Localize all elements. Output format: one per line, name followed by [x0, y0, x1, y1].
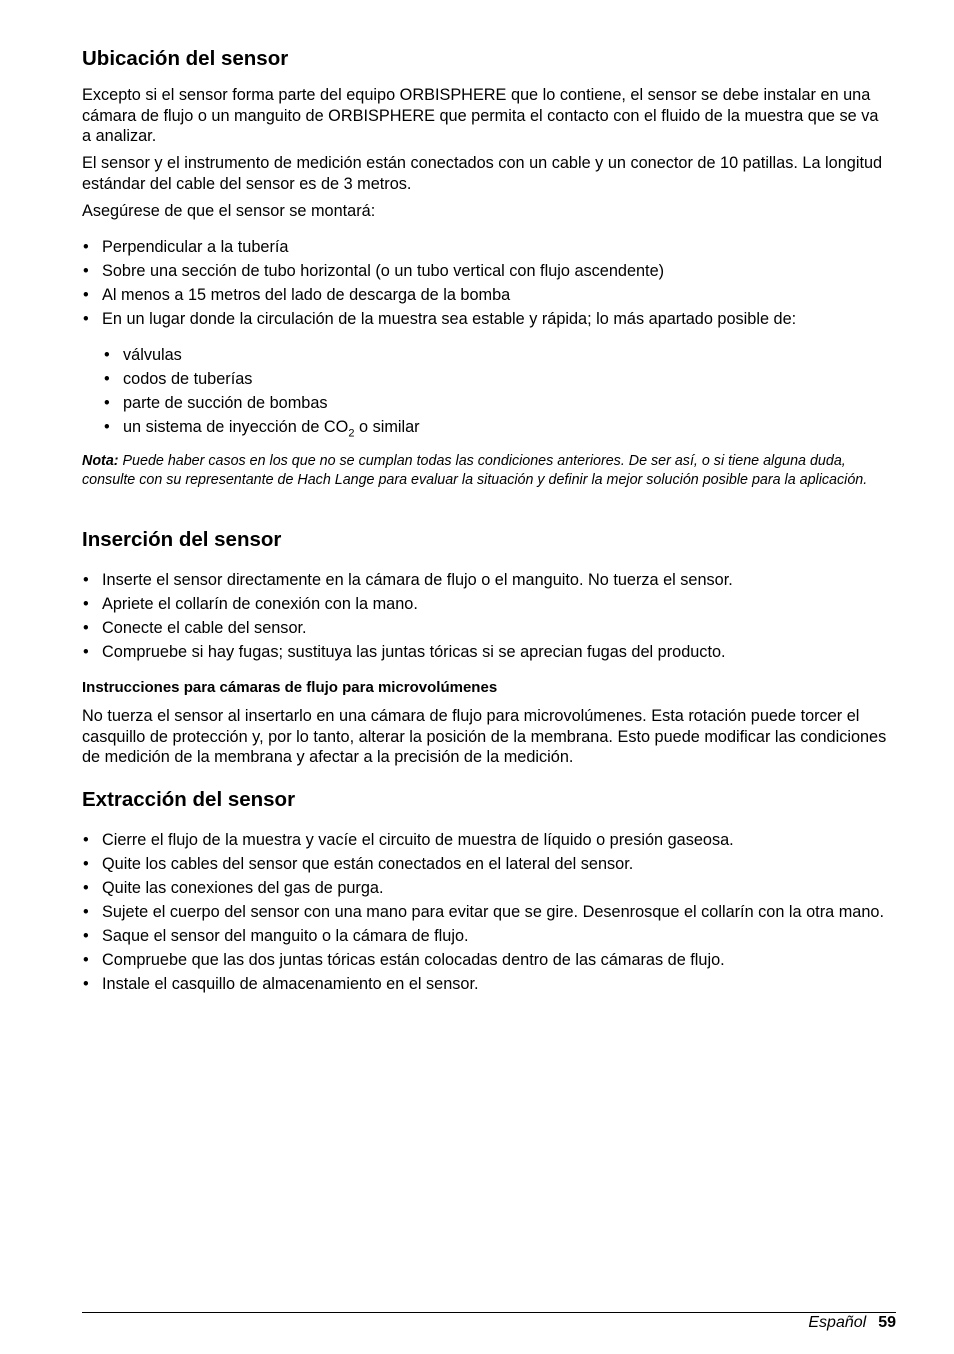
list-item: • codos de tuberías	[103, 369, 872, 390]
footer-divider	[82, 1312, 896, 1313]
list-item: • Quite las conexiones del gas de purga.	[82, 878, 892, 899]
list-item: • En un lugar donde la circulación de la muestra sea estable y rápida; lo más apartado posible de:	[82, 309, 892, 330]
paragraph: No tuerza el sensor al insertarlo en una cámara de flujo para microvolúmenes. Esta rotación puede torcer el casquillo de protección y, por lo tanto, alterar la posición de la membrana. Esto puede modificar las condiciones de medición de la membrana y afectar a la precisión de la medición.	[82, 707, 887, 766]
footer-language: Español	[808, 1314, 867, 1331]
list-item: • Cierre el flujo de la muestra y vacíe el circuito de muestra de líquido o presión gaseosa.	[82, 830, 892, 851]
paragraph: Excepto si el sensor forma parte del equipo ORBISPHERE que lo contiene, el sensor se debe instalar en una cámara de flujo o un manguito de ORBISPHERE que permita el contacto con el fluido de la muestra que se va a analizar.	[82, 86, 879, 145]
list-item: • Al menos a 15 metros del lado de descarga de la bomba	[82, 285, 892, 306]
note-label: Nota:	[82, 453, 119, 469]
co2-text-after: o similar	[354, 418, 420, 436]
paragraph: Asegúrese de que el sensor se montará:	[82, 202, 376, 220]
note-text: Puede haber casos en los que no se cumplan todas las condiciones anteriores. De ser así, o si tiene alguna duda, consulte con su representante de Hach Lange para evaluar la situación y definir la mejor solución posible para la aplicación.	[82, 453, 868, 488]
subheading-microvolumenes: Instrucciones para cámaras de flujo para microvolúmenes	[82, 679, 498, 696]
bullet-list	[82, 830, 892, 998]
list-item: • Sobre una sección de tubo horizontal (o un tubo vertical con flujo ascendente)	[82, 261, 892, 282]
list-item: • Apriete el collarín de conexión con la mano.	[82, 594, 892, 615]
section-title-ubicacion: Ubicación del sensor	[82, 47, 289, 70]
list-item: • Compruebe que las dos juntas tóricas están colocadas dentro de las cámaras de flujo.	[82, 950, 892, 971]
section-title-extraccion: Extracción del sensor	[82, 788, 296, 811]
bullet-list	[82, 237, 892, 333]
paragraph: El sensor y el instrumento de medición están conectados con un cable y un conector de 10 patillas. La longitud estándar del cable del sensor es de 3 metros.	[82, 154, 883, 193]
note	[82, 452, 892, 489]
page-number: 59	[878, 1314, 896, 1331]
section-title-insercion: Inserción del sensor	[82, 528, 282, 551]
page-footer	[808, 1313, 896, 1333]
list-item: • parte de succión de bombas	[103, 393, 872, 414]
list-item: • Compruebe si hay fugas; sustituya las juntas tóricas si se aprecian fugas del producto.	[82, 642, 892, 663]
list-item: • Sujete el cuerpo del sensor con una mano para evitar que se gire. Desenrosque el collarín con la otra mano.	[82, 902, 892, 923]
list-item: • Instale el casquillo de almacenamiento en el sensor.	[82, 974, 892, 995]
list-item: • Inserte el sensor directamente en la cámara de flujo o el manguito. No tuerza el sensor.	[82, 570, 892, 591]
list-item: • Conecte el cable del sensor.	[82, 618, 892, 639]
co2-subscript: 2	[348, 427, 355, 440]
bullet-list	[82, 570, 892, 666]
co2-text: un sistema de inyección de CO	[123, 418, 349, 436]
list-item: • Perpendicular a la tubería	[82, 237, 892, 258]
list-item: • Quite los cables del sensor que están conectados en el lateral del sensor.	[82, 854, 892, 875]
sub-bullet-list	[82, 345, 872, 441]
list-item-co2	[103, 417, 872, 438]
list-item: • Saque el sensor del manguito o la cámara de flujo.	[82, 926, 892, 947]
list-item: • válvulas	[103, 345, 872, 366]
